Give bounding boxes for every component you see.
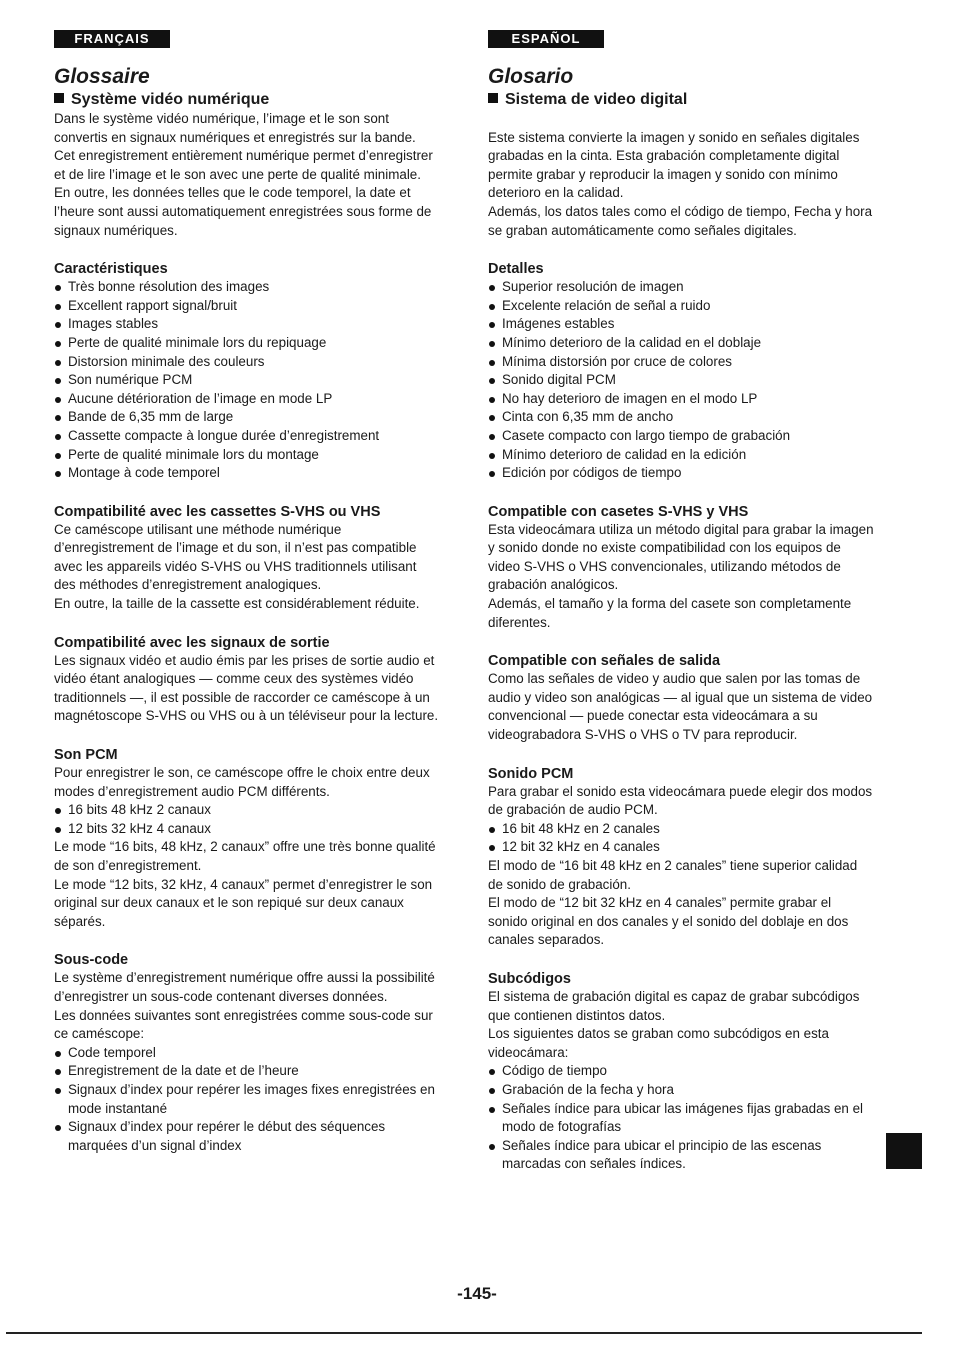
pcm-heading-fr: Son PCM [54, 747, 118, 764]
compat-vhs-paragraph: Esta videocámara utiliza un método digital para grabar la imagen y sonido donde no existe compatibilidad con los equipos de video S-VHS o VHS convencionales, utilizando métodos de grabación analógicos. [488, 521, 874, 593]
subcode-heading-es: Subcódigos [488, 970, 571, 987]
intro-paragraph: En outre, les données telles que le code temporel, la date et l’heure sont aussi automatiquement enregistrées sous forme de signaux numériques. [54, 185, 432, 238]
list-item: Signaux d’index pour repérer le début des séquences marquées d’un signal d’index [54, 1118, 440, 1155]
glossary-title-es: Glosario [488, 65, 574, 88]
compat-output-paragraph: Les signaux vidéo et audio émis par les prises de sortie audio et vidéo étant analogiques — comme ceux des systèmes vidéo traditionnels —, il est possible de raccorder ce caméscope à un magnétoscope S-VHS ou VHS ou à un téléviseur pour la lecture. [54, 652, 439, 724]
list-item: Son numérique PCM [54, 371, 440, 390]
list-item: Aucune détérioration de l’image en mode LP [54, 390, 440, 409]
pcm-heading-es: Sonido PCM [488, 765, 574, 782]
list-item: Très bonne résolution des images [54, 278, 440, 297]
list-item: Edición por códigos de tiempo [488, 464, 874, 483]
pcm-intro: Pour enregistrer le son, ce caméscope offre le choix entre deux modes d’enregistrement audio PCM différents. [54, 765, 430, 799]
intro-paragraph: Este sistema convierte la imagen y sonido en señales digitales grabadas en la cinta. Esta grabación completamente digital permite grabar y reproducir la imagen y sonido con mínimo deterioro en la calidad. [488, 129, 860, 201]
spanish-column [488, 30, 874, 1174]
square-bullet-icon [54, 93, 64, 103]
compat-vhs-paragraph: En outre, la taille de la cassette est considérablement réduite. [54, 596, 420, 612]
square-bullet-icon [488, 93, 498, 103]
list-item: Señales índice para ubicar el principio de las escenas marcadas con señales índices. [488, 1137, 874, 1174]
list-item: 12 bits 32 kHz 4 canaux [54, 820, 440, 839]
list-item: Signaux d’index pour repérer les images fixes enregistrées en mode instantané [54, 1081, 440, 1118]
section-marker-tab [886, 1133, 922, 1169]
list-item: Perte de qualité minimale lors du repiquage [54, 334, 440, 353]
pcm-modes-list-fr [54, 801, 440, 838]
subcode-list-fr [54, 1044, 440, 1156]
compat-output-heading-fr: Compatibilité avec les signaux de sortie [54, 634, 330, 651]
list-item: Cassette compacte à longue durée d’enregistrement [54, 427, 440, 446]
list-item: Señales índice para ubicar las imágenes fijas grabadas en el modo de fotografías [488, 1100, 874, 1137]
subcode-intro: El sistema de grabación digital es capaz de grabar subcódigos que contienen distintos datos. [488, 988, 860, 1023]
section-heading-digital-video-es [488, 90, 874, 110]
list-item: Sonido digital PCM [488, 371, 874, 390]
list-item: 16 bit 48 kHz en 2 canales [488, 820, 874, 839]
list-item: Enregistrement de la date et de l’heure [54, 1062, 440, 1081]
list-item: Código de tiempo [488, 1062, 874, 1081]
section-heading-digital-video-fr [54, 90, 440, 110]
list-item: Perte de qualité minimale lors du montage [54, 446, 440, 465]
list-item: Excelente relación de señal a ruido [488, 297, 874, 316]
list-item: Casete compacto con largo tiempo de grabación [488, 427, 874, 446]
spacer [488, 110, 874, 129]
list-item: 16 bits 48 kHz 2 canaux [54, 801, 440, 820]
subcode-intro: Les données suivantes sont enregistrées comme sous-code sur ce caméscope: [54, 1007, 433, 1042]
list-item: Grabación de la fecha y hora [488, 1081, 874, 1100]
list-item: Distorsion minimale des couleurs [54, 353, 440, 372]
list-item: No hay deterioro de imagen en el modo LP [488, 390, 874, 409]
list-item: Code temporel [54, 1044, 440, 1063]
compat-output-heading-es: Compatible con señales de salida [488, 653, 721, 670]
subcode-heading-fr: Sous-code [54, 952, 129, 969]
section-heading-text: Sistema de video digital [505, 91, 688, 108]
features-heading-es: Detalles [488, 261, 544, 278]
pcm-note: Le mode “12 bits, 32 kHz, 4 canaux” permet d’enregistrer le son original sur deux canaux et le son repiqué sur deux canaux séparés. [54, 876, 433, 929]
page-number: -145- [457, 1284, 497, 1303]
list-item: 12 bit 32 kHz en 4 canales [488, 838, 874, 857]
list-item: Montage à code temporel [54, 464, 440, 483]
list-item: Mínimo deterioro de la calidad en el doblaje [488, 334, 874, 353]
section-heading-text: Système vidéo numérique [71, 91, 270, 108]
list-item: Cinta con 6,35 mm de ancho [488, 408, 874, 427]
list-item: Mínima distorsión por cruce de colores [488, 353, 874, 372]
intro-paragraph: Dans le système vidéo numérique, l’image et le son sont convertis en signaux numériques et enregistrés sur la bande. Cet enregistrement entièrement numérique permet d’enregistrer et de lire l’image et le son avec une perte de qualité minimale. [54, 111, 433, 182]
compat-output-paragraph: Como las señales de video y audio que salen por las tomas de audio y video son analógicas — al igual que un sistema de video convencional — puede conectar esta videocámara a su videograbadora S-VHS o VHS o TV para reproducir. [488, 671, 873, 743]
glossary-title-fr: Glossaire [54, 65, 150, 88]
compat-vhs-heading-fr: Compatibilité avec les cassettes S-VHS ou VHS [54, 503, 381, 520]
subcode-intro: Le système d’enregistrement numérique offre aussi la possibilité d’enregistrer un sous-code contenant diverses données. [54, 970, 435, 1004]
list-item: Mínimo deterioro de calidad en la edición [488, 446, 874, 465]
features-list-es [488, 278, 874, 483]
list-item: Imágenes estables [488, 315, 874, 334]
bottom-divider [6, 1332, 922, 1334]
pcm-note: El modo de “16 bit 48 kHz en 2 canales” tiene superior calidad de sonido de grabación. [488, 858, 858, 892]
compat-vhs-paragraph: Además, el tamaño y la forma del casete son completamente diferentes. [488, 596, 852, 630]
features-list-fr [54, 278, 440, 483]
compat-vhs-paragraph: Ce caméscope utilisant une méthode numérique d’enregistrement de l’image et du son, il n’est pas compatible avec les appareils vidéo S-VHS ou VHS traditionnels utilisant des méthodes d’enregistrement analogiques. [54, 521, 417, 593]
pcm-intro: Para grabar el sonido esta videocámara puede elegir dos modos de grabación de audio PCM. [488, 783, 873, 818]
pcm-modes-list-es [488, 820, 874, 857]
list-item: Superior resolución de imagen [488, 278, 874, 297]
language-tab-french: FRANÇAIS [54, 30, 170, 48]
intro-paragraph: Además, los datos tales como el código de tiempo, Fecha y hora se graban automáticamente como señales digitales. [488, 203, 873, 238]
subcode-intro: Los siguientes datos se graban como subcódigos en esta videocámara: [488, 1026, 829, 1060]
subcode-list-es [488, 1062, 874, 1174]
compat-vhs-heading-es: Compatible con casetes S-VHS y VHS [488, 503, 749, 520]
list-item: Images stables [54, 315, 440, 334]
pcm-note: El modo de “12 bit 32 kHz en 4 canales” permite grabar el sonido original en dos canales y el sonido del doblaje en dos canales separados. [488, 895, 849, 948]
french-column [54, 30, 440, 1155]
pcm-note: Le mode “16 bits, 48 kHz, 2 canaux” offre une très bonne qualité de son d’enregistrement. [54, 839, 436, 873]
list-item: Bande de 6,35 mm de large [54, 408, 440, 427]
language-tab-spanish: ESPAÑOL [488, 30, 604, 48]
features-heading-fr: Caractéristiques [54, 261, 168, 278]
list-item: Excellent rapport signal/bruit [54, 297, 440, 316]
